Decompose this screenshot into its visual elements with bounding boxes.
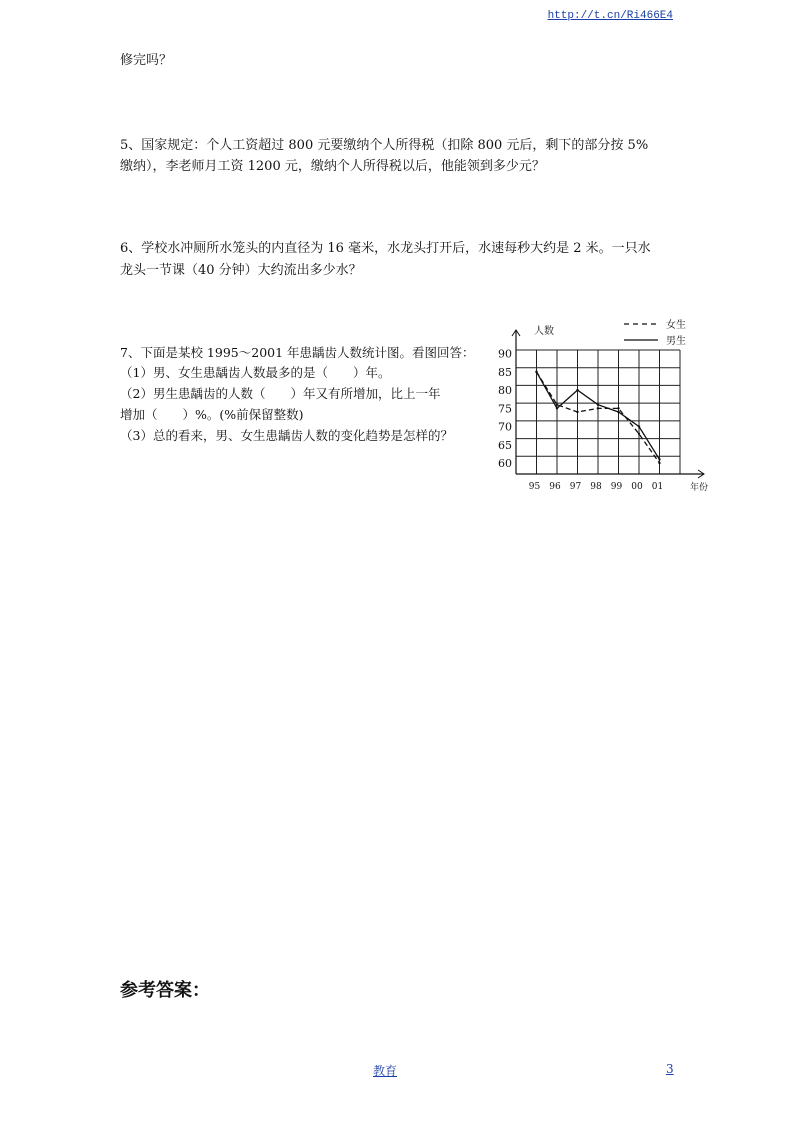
question-7-line-5: （3）总的看来，男、女生患龋齿人数的变化趋势是怎样的？ xyxy=(120,428,453,443)
data-point xyxy=(535,371,537,373)
data-point xyxy=(576,411,578,413)
question-7-line-2: （1）男、女生患龋齿人数最多的是（ ）年。 xyxy=(120,365,391,380)
question-7-line-4: 增加（ ）%。(%前保留整数) xyxy=(120,407,304,422)
y-tick-label: 80 xyxy=(498,384,512,398)
y-tick-label: 85 xyxy=(498,365,512,379)
y-tick-label: 65 xyxy=(498,438,512,452)
data-point xyxy=(617,407,619,409)
answer-section-title: 参考答案： xyxy=(120,980,210,1001)
question-7-line-3: （2）男生患龋齿的人数（ ）年又有所增加，比上一年 xyxy=(120,386,441,401)
data-point xyxy=(658,462,660,464)
question-4-tail: 修完吗？ xyxy=(120,53,173,68)
question-5-line-1: 5、国家规定：个人工资超过 800 元要缴纳个人所得税（扣除 800 元后，剩下的部分按 5% xyxy=(120,138,649,153)
x-tick-label: 01 xyxy=(651,482,664,492)
footer-link[interactable]: 教育 xyxy=(373,1064,398,1078)
x-tick-label: 97 xyxy=(569,482,582,492)
y-tick-label: 90 xyxy=(498,347,512,361)
y-tick-label: 60 xyxy=(498,457,512,471)
x-tick-label: 98 xyxy=(590,482,602,492)
data-point xyxy=(556,407,558,409)
data-point xyxy=(597,407,599,409)
y-tick-label: 75 xyxy=(498,402,512,416)
data-point xyxy=(658,458,660,460)
question-5-line-2: 缴纳），李老师月工资 1200 元，缴纳个人所得税以后，他能领到多少元？ xyxy=(120,159,545,174)
question-7-line-1: 7、下面是某校 1995～2001 年患龋齿人数统计图。看图回答： xyxy=(120,345,475,360)
data-point xyxy=(597,404,599,406)
data-point xyxy=(638,433,640,435)
legend-label: 女生 xyxy=(666,320,686,331)
data-point xyxy=(576,389,578,391)
y-tick-label: 70 xyxy=(498,420,512,434)
header-url-link[interactable]: http://t.cn/Ri466E4 xyxy=(547,10,673,22)
x-tick-label: 95 xyxy=(528,482,541,492)
x-tick-label: 99 xyxy=(610,482,623,492)
data-point xyxy=(617,411,619,413)
caries-line-chart xyxy=(490,316,720,498)
x-axis-label: 年份 xyxy=(690,483,709,493)
y-axis-label: 人数 xyxy=(534,326,554,337)
x-tick-label: 00 xyxy=(631,482,643,492)
data-point xyxy=(638,425,640,427)
legend-label: 男生 xyxy=(666,336,686,347)
page-number: 3 xyxy=(666,1062,674,1076)
question-6-line-2: 龙头一节课（40 分钟）大约流出多少水？ xyxy=(120,263,362,278)
x-tick-label: 96 xyxy=(549,482,561,492)
question-6-line-1: 6、学校水冲厕所水笼头的内直径为 16 毫米，水龙头打开后，水速每秒大约是 2 米。一只水 xyxy=(120,241,651,256)
